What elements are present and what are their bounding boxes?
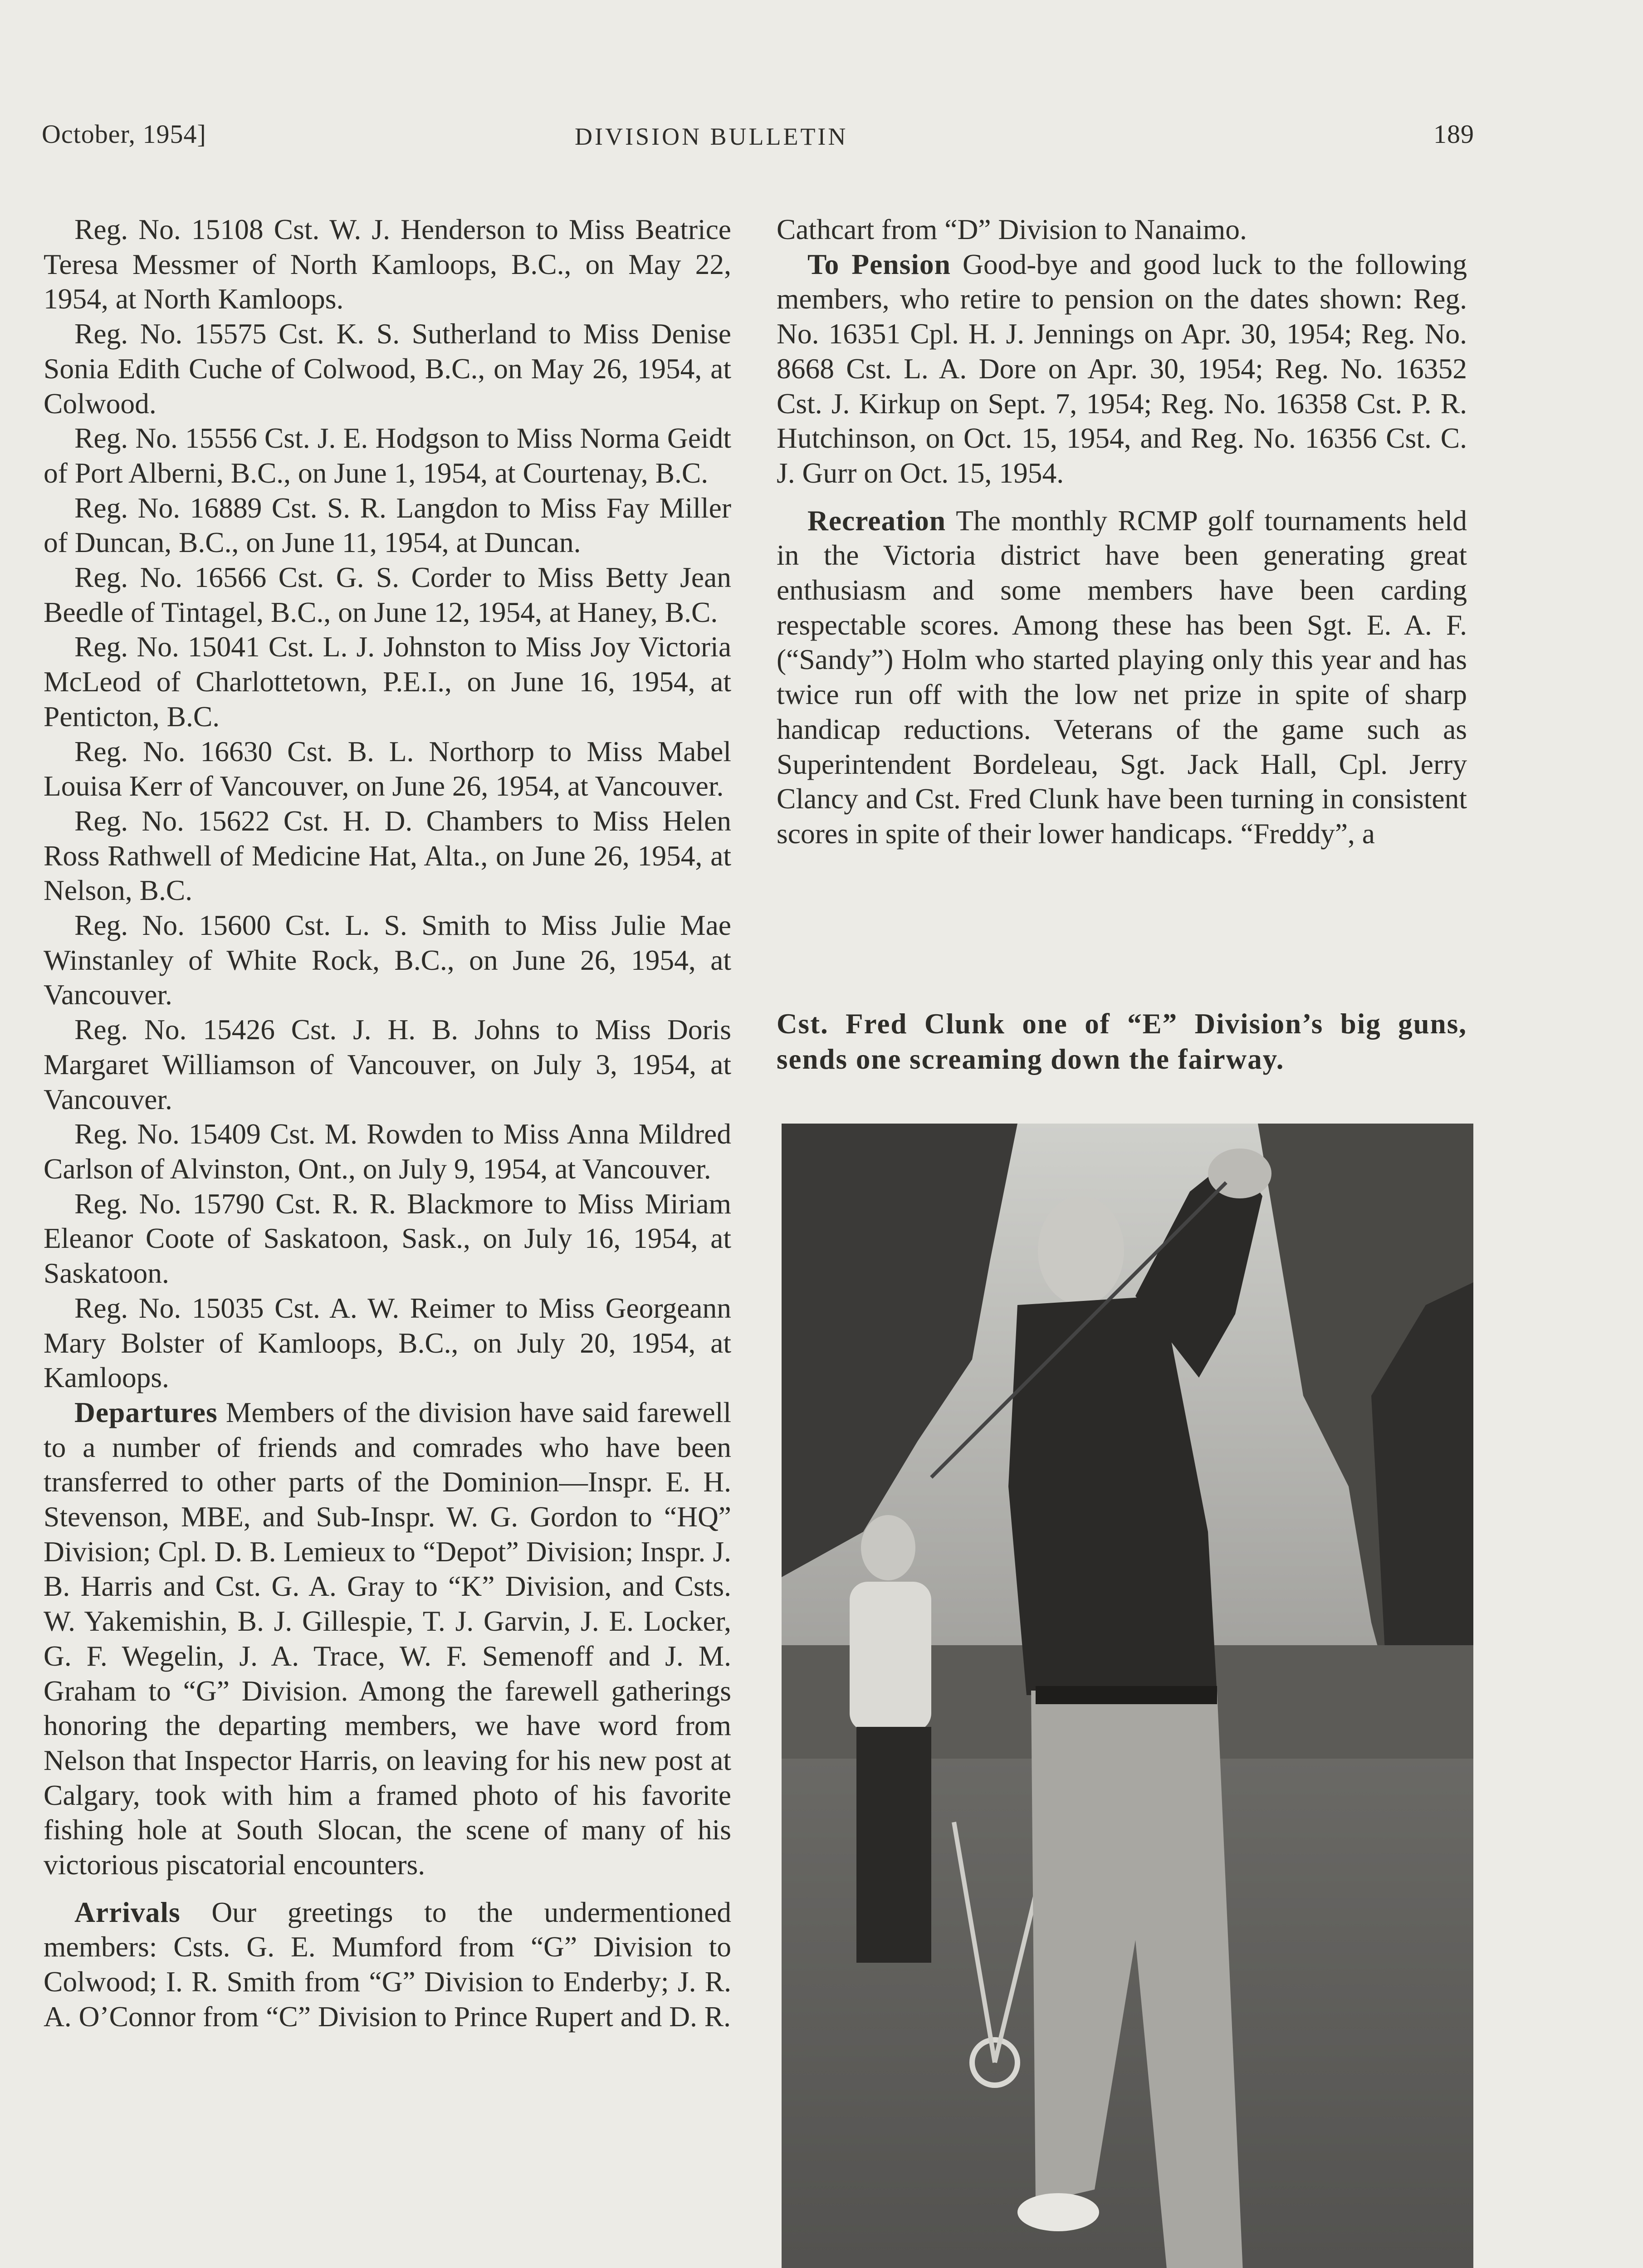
departures-paragraph — [44, 1395, 731, 1882]
marriage-entry: Reg. No. 15600 Cst. L. S. Smith to Miss Julie Mae Winstanley of White Rock, B.C., on June 26, 1954, at Vancouver. — [44, 909, 731, 1011]
recreation-paragraph — [777, 503, 1467, 851]
golfer-photo-drawing — [782, 1124, 1473, 2268]
arrivals-paragraph — [44, 1895, 731, 2034]
pension-text: Good-bye and good luck to the following members, who retire to pension on the dates shown: Reg. No. 16351 Cpl. H. J. Jennings on Apr. 30, 1954; Reg. No. 8668 Cst. L. A. Dore on Apr. 30, 1954; Reg. No. 16352 Cst. J. Kirkup on Sept. 7, 1954; Reg. No. 16358 Cst. P. R. Hutchinson, on Oct. 15, 1954, and Reg. No. 16356 Cst. C. J. Gurr on Oct. 15, 1954. — [777, 248, 1467, 489]
marriage-entry: Reg. No. 15575 Cst. K. S. Sutherland to Miss Denise Sonia Edith Cuche of Colwood, B.C., on May 26, 1954, at Colwood. — [44, 318, 731, 420]
recreation-heading: Recreation — [807, 504, 946, 537]
marriage-entry: Reg. No. 15041 Cst. L. J. Johnston to Miss Joy Victoria McLeod of Charlottetown, P.E.I., on June 16, 1954, at Penticton, B.C. — [44, 631, 731, 733]
arrivals-continuation: Cathcart from “D” Division to Nanaimo. — [777, 213, 1247, 245]
arrivals-text: Our greetings to the undermentioned members: Csts. G. E. Mumford from “G” Division to Colwood; I. R. Smith from “G” Division to Enderby; J. R. A. O’Connor from “C” Division to Prince Rupert and D. R. — [44, 1896, 731, 2033]
marriage-entry: Reg. No. 15556 Cst. J. E. Hodgson to Miss Norma Geidt of Port Alberni, B.C., on June 1, 1954, at Courtenay, B.C. — [44, 422, 731, 489]
marriage-entry: Reg. No. 16566 Cst. G. S. Corder to Miss Betty Jean Beedle of Tintagel, B.C., on June 12, 1954, at Haney, B.C. — [44, 561, 731, 628]
running-header — [42, 119, 1474, 169]
publication-title: DIVISION BULLETIN — [575, 123, 848, 150]
marriage-entry: Reg. No. 16630 Cst. B. L. Northorp to Miss Mabel Louisa Kerr of Vancouver, on June 26, 1954, at Vancouver. — [44, 735, 731, 802]
arrivals-heading: Arrivals — [74, 1896, 181, 1928]
right-column — [777, 212, 1467, 851]
marriage-entry: Reg. No. 15790 Cst. R. R. Blackmore to Miss Miriam Eleanor Coote of Saskatoon, Sask., on July 16, 1954, at Saskatoon. — [44, 1187, 731, 1290]
pension-paragraph — [777, 247, 1467, 491]
page-number: 189 — [1433, 119, 1474, 149]
pension-heading: To Pension — [807, 248, 951, 280]
issue-date: October, 1954] — [42, 119, 206, 149]
golfer-photo — [782, 1124, 1473, 2268]
marriage-entry: Reg. No. 16889 Cst. S. R. Langdon to Miss Fay Miller of Duncan, B.C., on June 11, 1954, at Duncan. — [44, 491, 731, 559]
marriage-entry: Reg. No. 15426 Cst. J. H. B. Johns to Miss Doris Margaret Williamson of Vancouver, on July 3, 1954, at Vancouver. — [44, 1013, 731, 1115]
marriage-entry: Reg. No. 15409 Cst. M. Rowden to Miss Anna Mildred Carlson of Alvinston, Ont., on July 9, 1954, at Vancouver. — [44, 1118, 731, 1185]
marriage-entry: Reg. No. 15622 Cst. H. D. Chambers to Miss Helen Ross Rathwell of Medicine Hat, Alta., on June 26, 1954, at Nelson, B.C. — [44, 804, 731, 907]
departures-text: Members of the division have said farewell to a number of friends and comrades who have been transferred to other parts of the Dominion—Inspr. E. H. Stevenson, MBE, and Sub-Inspr. W. G. Gordon to “HQ” Division; Cpl. D. B. Lemieux to “Depot” Division; Inspr. J. B. Harris and Cst. G. A. Gray to “K” Division, and Csts. W. Yakemishin, B. J. Gillespie, T. J. Garvin, J. E. Locker, G. F. Wegelin, J. A. Trace, W. F. Semenoff and J. M. Graham to “G” Division. Among the farewell gatherings honoring the departing members, we have word from Nelson that Inspector Harris, on leaving for his new post at Calgary, took with him a framed photo of his favorite fishing hole at South Slocan, the scene of many of his victorious piscatorial encounters. — [44, 1396, 732, 1881]
left-column — [44, 212, 731, 2034]
marriage-entry: Reg. No. 15035 Cst. A. W. Reimer to Miss Georgeann Mary Bolster of Kamloops, B.C., on July 20, 1954, at Kamloops. — [44, 1291, 731, 1394]
marriage-entry: Reg. No. 15108 Cst. W. J. Henderson to Miss Beatrice Teresa Messmer of North Kamloops, B.C., on May 22, 1954, at North Kamloops. — [44, 213, 731, 315]
recreation-text: The monthly RCMP golf tournaments held in the Victoria district have been generating great enthusiasm and some members have been carding respectable scores. Among these has been Sgt. E. A. F. (“Sandy”) Holm who started playing only this year and has twice run off with the low net prize in spite of sharp handicap reductions. Veterans of the game such as Superintendent Bordeleau, Sgt. Jack Hall, Cpl. Jerry Clancy and Cst. Fred Clunk have been turning in consistent scores in spite of their lower handicaps. “Freddy”, a — [777, 504, 1467, 850]
departures-heading: Departures — [74, 1396, 218, 1428]
photo-caption: Cst. Fred Clunk one of “E” Division’s big guns, sends one screaming down the fairway. — [777, 1008, 1467, 1075]
